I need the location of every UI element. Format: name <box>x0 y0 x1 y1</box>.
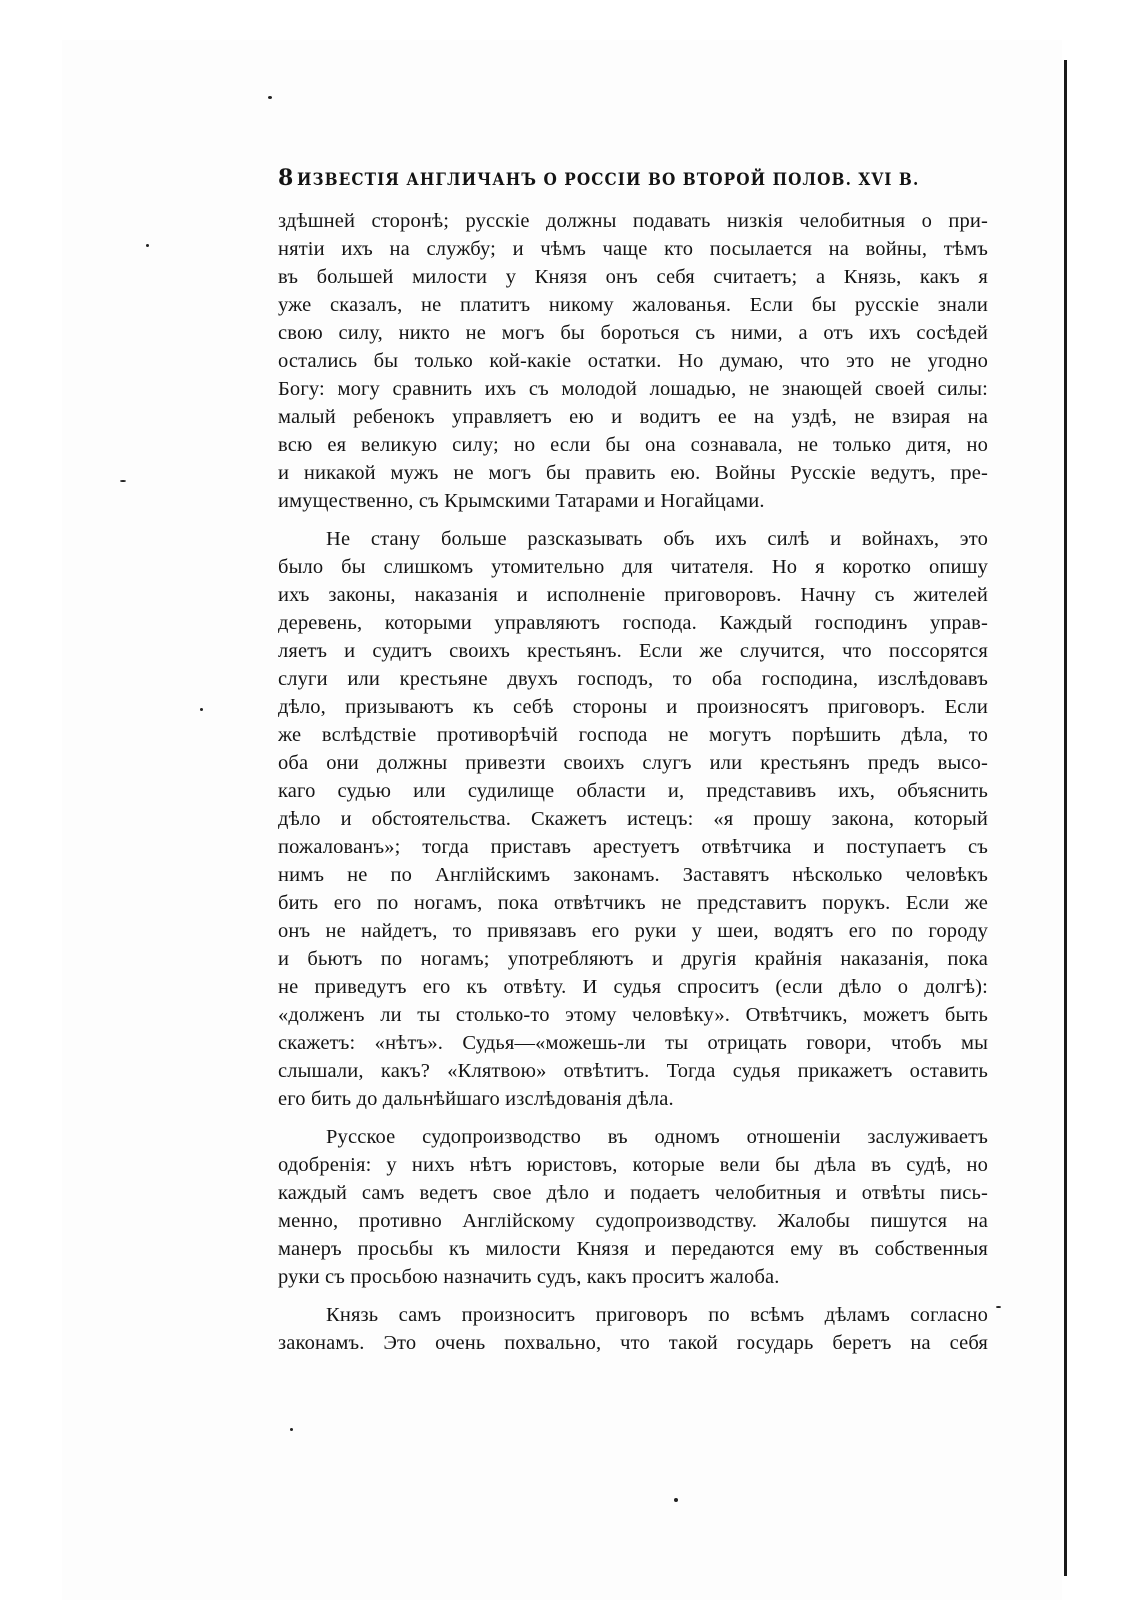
scan-speck <box>290 1428 293 1431</box>
text-line: онъ не найдетъ, то привязавъ его руки у шеи, водятъ его по городу <box>278 920 988 942</box>
scan-speck <box>146 244 149 247</box>
text-line: законамъ. Это очень похвально, что такой государь беретъ на себя <box>278 1332 988 1354</box>
text-line: уже сказалъ, не платитъ никому жалованья. Если бы русскіе знали <box>278 294 988 316</box>
text-line: «долженъ ли ты столько-то этому человѣку». Отвѣтчикъ, можетъ быть <box>278 1004 988 1026</box>
text-line: и никакой мужъ не могъ бы править ею. Войны Русскіе ведутъ, пре- <box>278 462 988 484</box>
text-line: Русское судопроизводство въ одномъ отношеніи заслуживаетъ <box>326 1126 988 1148</box>
text-line: руки съ просьбою назначить судъ, какъ проситъ жалоба. <box>278 1266 780 1288</box>
text-line: въ большей милости у Князя онъ себя считаетъ; а Князь, какъ я <box>278 266 988 288</box>
text-line: его бить до дальнѣйшаго изслѣдованія дѣла. <box>278 1088 674 1110</box>
text-line: Князь самъ произноситъ приговоръ по всѣмъ дѣламъ согласно <box>326 1304 988 1326</box>
text-line: имущественно, съ Крымскими Татарами и Ногайцами. <box>278 490 765 512</box>
scan-speck <box>200 708 203 711</box>
text-line: каго судью или судилище области и, представивъ ихъ, объяснить <box>278 780 988 802</box>
text-line: всю ея великую силу; но если бы она сознавала, не только дитя, но <box>278 434 988 456</box>
text-line: свою силу, никто не могъ бы бороться съ ними, а отъ ихъ сосѣдей <box>278 322 988 344</box>
paragraph-gap <box>278 1113 988 1123</box>
text-line: дѣло и обстоятельства. Скажетъ истецъ: «я прошу закона, который <box>278 808 988 830</box>
scan-speck <box>996 1306 1001 1308</box>
scan-speck <box>268 96 272 99</box>
text-line: слуги или крестьяне двухъ господъ, то оба господина, изслѣдовавъ <box>278 668 988 690</box>
text-line: Богу: могу сравнить ихъ съ молодой лошадью, не знающей своей силы: <box>278 378 988 400</box>
text-line: было бы слишкомъ утомительно для читателя. Но я коротко опишу <box>278 556 988 578</box>
paragraph-gap <box>278 515 988 525</box>
paragraph <box>278 207 988 515</box>
text-line: здѣшней сторонѣ; русскіе должны подавать низкія челобитныя о при- <box>278 210 988 232</box>
text-line: остались бы только кой-какіе остатки. Но думаю, что это не угодно <box>278 350 988 372</box>
text-line: менно, противно Англійскому судопроизводству. Жалобы пишутся на <box>278 1210 988 1232</box>
text-line: малый ребенокъ управляетъ ею и водитъ ее на уздѣ, не взирая на <box>278 406 988 428</box>
text-line: бить его по ногамъ, пока отвѣтчикъ не представитъ порукъ. Если же <box>278 892 988 914</box>
text-line: пожалованъ»; тогда приставъ арестуетъ отвѣтчика и поступаетъ съ <box>278 836 988 858</box>
text-line: каждый самъ ведетъ свое дѣло и подаетъ челобитныя и отвѣты пись- <box>278 1182 988 1204</box>
text-line: же вслѣдствіе противорѣчій господа не могутъ порѣшить дѣла, то <box>278 724 988 746</box>
paragraph <box>278 1123 988 1291</box>
scan-speck <box>674 1498 678 1502</box>
paragraph-gap <box>278 1291 988 1301</box>
book-page <box>278 165 988 1357</box>
paragraph <box>278 525 988 1113</box>
text-line: слышали, какъ? «Клятвою» отвѣтитъ. Тогда судья прикажетъ оставить <box>278 1060 988 1082</box>
text-line: нятіи ихъ на службу; и чѣмъ чаще кто посылается на войны, тѣмъ <box>278 238 988 260</box>
text-line: одобренія: у нихъ нѣтъ юристовъ, которые вели бы дѣла въ судѣ, но <box>278 1154 988 1176</box>
running-head-title: ИЗВЕСТІЯ АНГЛИЧАНЪ О РОССІИ ВО ВТОРОЙ ПОЛОВ. XVI В. <box>296 170 919 190</box>
text-line: нимъ не по Англійскимъ законамъ. Заставятъ нѣсколько человѣкъ <box>278 864 988 886</box>
text-line: не приведутъ его къ отвѣту. И судья спроситъ (если дѣло о долгѣ): <box>278 976 988 998</box>
paragraph <box>278 1301 988 1357</box>
text-line: Не стану больше разсказывать объ ихъ силѣ и войнахъ, это <box>326 528 988 550</box>
page-number: 8 <box>278 165 294 191</box>
scan-speck <box>120 480 126 482</box>
text-line: ляетъ и судитъ своихъ крестьянъ. Если же случится, что поссорятся <box>278 640 988 662</box>
body-text <box>278 207 988 1357</box>
running-head <box>278 165 988 201</box>
text-line: деревень, которыми управляютъ господа. Каждый господинъ управ- <box>278 612 988 634</box>
text-line: ихъ законы, наказанія и исполненіе приговоровъ. Начну съ жителей <box>278 584 988 606</box>
text-line: и бьютъ по ногамъ; употребляютъ и другія крайнія наказанія, пока <box>278 948 988 970</box>
text-line: дѣло, призываютъ къ себѣ стороны и произносятъ приговоръ. Если <box>278 696 988 718</box>
text-line: манеръ просьбы къ милости Князя и передаются ему въ собственныя <box>278 1238 988 1260</box>
text-line: скажетъ: «нѣтъ». Судья—«можешь-ли ты отрицать говори, чтобъ мы <box>278 1032 988 1054</box>
page-edge-line <box>1064 60 1067 1576</box>
text-line: оба они должны привезти своихъ слугъ или крестьянъ предъ высо- <box>278 752 988 774</box>
